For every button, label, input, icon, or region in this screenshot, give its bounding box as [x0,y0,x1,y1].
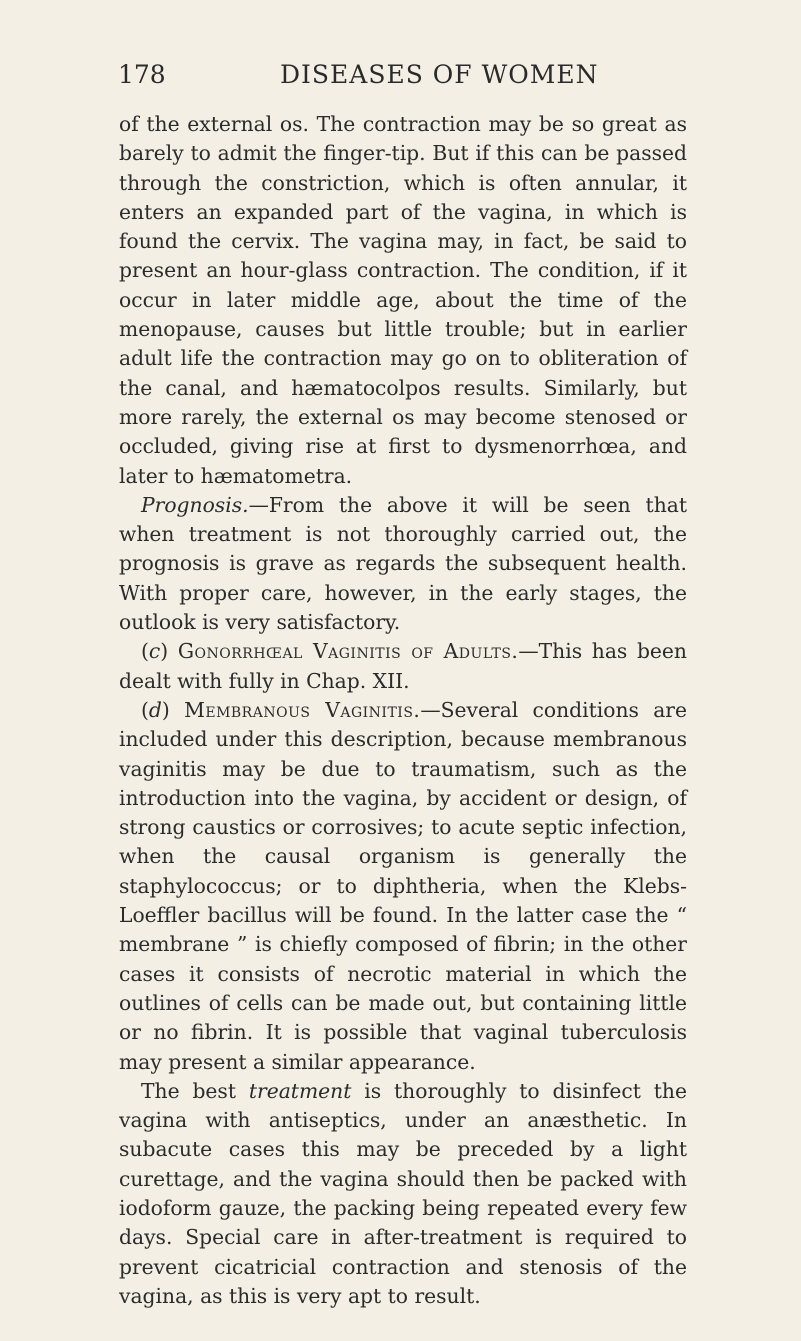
section-marker-open: ( [141,639,149,664]
paragraph-treatment [119,1077,687,1311]
paragraph-prognosis [119,491,687,637]
prognosis-text: —From the above it will be seen that when treatment is not thoroughly carried out, the prognosis is grave as regards the subsequent health. With proper care, however, in the early stages, the outlook is very satisfactory. [119,492,687,635]
treatment-text-after: is thoroughly to disinfect the vagina with antiseptics, under an anæsthetic. In subacute cases this may be preceded by a light curettage, and the vagina should then be packed with iodoform gauze, the packing being repeated every few days. Special care in after-treatment is required to prevent cicatricial contraction and stenosis of the vagina, as this is very apt to result. [119,1078,687,1308]
section-marker-letter: d [148,697,162,722]
paragraph-gonorrhoeal [119,637,687,696]
section-marker-letter: c [148,639,161,664]
paragraph-membranous [119,696,687,1077]
gonorrhoeal-text: —This has been dealt with fully in Chap. XII. [119,639,687,693]
running-title: DISEASES OF WOMEN [280,60,599,89]
section-marker-close: ) [161,697,185,722]
treatment-text-before: The best [141,1078,249,1103]
section-marker-close: ) [160,639,178,664]
treatment-label: treatment [248,1078,352,1103]
body-text [119,110,687,1311]
running-head [0,60,801,94]
section-heading-gonorrhoeal: Gonorrhœal Vaginitis of Adults. [177,639,519,664]
membranous-text: —Several conditions are included under this description, because membranous vaginitis may be due to traumatism, such as the introduction into the vagina, by accident or design, of strong caustics or corrosives; to acute septic infection, when the causal organism is generally the staphylococcus; or to diphtheria, when the Klebs-Loeffler bacillus will be found. In the latter case the “ membrane ” is chiefly composed of fibrin; in the other cases it consists of necrotic material in which the outlines of cells can be made out, but containing little or no fibrin. It is possible that vaginal tuberculosis may present a similar appearance. [119,697,688,1074]
page-number: 178 [118,60,166,89]
prognosis-label: Prognosis. [141,492,249,517]
section-heading-membranous: Membranous Vaginitis. [184,697,421,722]
paragraph-continuation: of the external os. The contraction may be so great as barely to admit the finger-tip. But if this can be passed through the constriction, which is often annular, it enters an expanded part of the vagina, in which is found the cervix. The vagina may, in fact, be said to present an hour-glass contraction. The condition, if it occur in later middle age, about the time of the menopause, causes but little trouble; but in earlier adult life the contraction may go on to obliteration of the canal, and hæmatocolpos results. Similarly, but more rarely, the external os may become stenosed or occluded, giving rise at first to dysmenorrhœa, and later to hæmatometra. [119,112,687,488]
section-marker-open: ( [141,697,149,722]
